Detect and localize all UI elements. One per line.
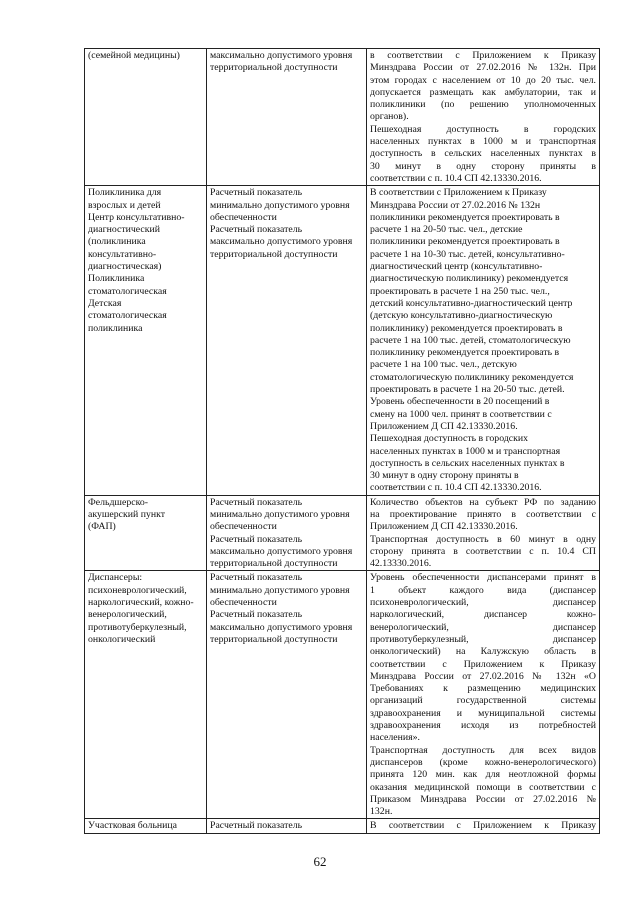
- indicator-line: Расчетный показатель: [210, 572, 303, 584]
- justification-line: онкологический) на Калужскую область в: [370, 646, 596, 658]
- justification-line: диагностический центр (консультативно-: [370, 261, 543, 273]
- justification-line: Минздрава России от 27.02.2016 № 132н «О: [370, 670, 596, 682]
- table-body: [85, 49, 600, 834]
- facility-line: Поликлиника для: [88, 187, 162, 199]
- justification-line: 42.13330.2016.: [370, 558, 432, 570]
- table-row: [85, 571, 600, 819]
- indicator-line: Расчетный показатель: [210, 609, 303, 621]
- justification-line: населенных пунктах в 1000 м и транспортная: [370, 136, 596, 148]
- justification-line: на проектирование принято в соответствии с: [370, 508, 596, 520]
- justification-line: этом городах с населением от 10 до 20 тыс. чел.: [370, 74, 596, 86]
- justification-line: Минздрава России от 27.02.2016 № 132н. При: [370, 62, 596, 74]
- indicator-line: максимально допустимого уровня: [210, 50, 353, 61]
- indicator-line: минимально допустимого уровня: [210, 508, 350, 520]
- facility-line: консультативно-: [88, 248, 157, 260]
- facility-line: Участковая больница: [88, 820, 177, 832]
- justification-line: расчете 1 на 20-50 тыс. чел., детские: [370, 224, 523, 236]
- justification-line: проектировать в расчете 1 на 20-50 тыс. детей.: [370, 384, 565, 396]
- justification-line: психоневрологический, диспансер: [370, 597, 596, 609]
- indicator-cell: [207, 819, 367, 833]
- justification-line: поликлинику рекомендуется проектировать в: [370, 347, 560, 359]
- facility-line: онкологический: [88, 633, 156, 645]
- page-number: 62: [313, 854, 327, 869]
- justification-line: поликлинику) рекомендуется проектировать в: [370, 322, 563, 334]
- justification-line: соответствии с Приложением к Приказу: [370, 658, 596, 670]
- justification-line: 1 объект каждого вида (диспансер: [370, 584, 596, 596]
- justification-line: органов).: [370, 111, 409, 123]
- justification-line: Приложением Д СП 42.13330.2016.: [370, 521, 518, 533]
- facility-line: диагностический: [88, 224, 160, 236]
- justification-line: здравоохранения исходя из потребностей: [370, 720, 596, 732]
- facility-line: стоматологическая: [88, 310, 167, 322]
- justification-line: доступность в сельских населенных пунктах в: [370, 148, 596, 160]
- facility-line: психоневрологический,: [88, 584, 187, 596]
- table-row: [85, 819, 600, 833]
- justification-line: (детскую консультативно-диагностическую: [370, 310, 553, 322]
- indicator-line: территориальной доступности: [210, 558, 338, 570]
- justification-line: проектировать в расчете 1 на 250 тыс. чел.,: [370, 285, 550, 297]
- justification-line: диспансеров (кроме кожно-венерологического): [370, 756, 596, 768]
- indicator-line: Расчетный показатель: [210, 496, 303, 508]
- justification-line: расчете 1 на 100 тыс. детей, стоматологическую: [370, 334, 571, 346]
- justification-line: 30 минут в одну сторону приняты в: [370, 470, 519, 482]
- indicator-line: максимально допустимого уровня: [210, 236, 353, 248]
- justification-line: населения».: [370, 732, 420, 744]
- justification-line: смену на 1000 чел. принят в соответствии с: [370, 408, 552, 420]
- facility-line: взрослых и детей: [88, 199, 161, 211]
- facility-cell: [85, 571, 207, 819]
- justification-line: Транспортная доступность в 60 минут в одну: [370, 533, 596, 545]
- justification-line: 30 минут в одну сторону приняты в: [370, 160, 596, 172]
- justification-line: В соответствии с Приложением к Приказу: [370, 187, 547, 199]
- indicator-line: Расчетный показатель: [210, 224, 303, 236]
- indicator-line: обеспеченности: [210, 211, 277, 223]
- facility-line: венерологический,: [88, 609, 167, 621]
- indicator-line: минимально допустимого уровня: [210, 584, 350, 596]
- indicator-cell: [207, 186, 367, 495]
- justification-line: Требованиях к размещению медицинских: [370, 683, 596, 695]
- requirements-table: [84, 48, 600, 834]
- facility-cell: [85, 495, 207, 571]
- justification-line: Приказом Минздрава России от 27.02.2016 №: [370, 793, 596, 805]
- justification-line: здравоохранения и муниципальной системы: [370, 707, 596, 719]
- justification-line: венерологический, диспансер: [370, 621, 596, 633]
- table-row: [85, 495, 600, 571]
- facility-line: акушерский пункт: [88, 508, 165, 520]
- facility-cell: [85, 819, 207, 833]
- indicator-line: Расчетный показатель: [210, 533, 303, 545]
- justification-line: сторону принята в соответствии с п. 10.4 СП: [370, 545, 596, 557]
- facility-line: Фельдшерско-: [88, 496, 148, 508]
- justification-cell: [367, 186, 600, 495]
- justification-line: поликлиники рекомендуется проектировать в: [370, 211, 560, 223]
- indicator-line: Расчетный показатель: [210, 187, 303, 199]
- justification-line: Приложением Д СП 42.13330.2016.: [370, 420, 518, 432]
- indicator-line: обеспеченности: [210, 597, 277, 609]
- justification-line: диагностическую поликлинику) рекомендуется: [370, 273, 569, 285]
- facility-line: стоматологическая: [88, 285, 167, 297]
- facility-line: противотуберкулезный,: [88, 621, 187, 633]
- justification-line: поликлиники рекомендуется проектировать в: [370, 236, 560, 248]
- facility-line: Центр консультативно-: [88, 211, 185, 223]
- justification-line: населенных пунктах в 1000 м и транспортная: [370, 445, 561, 457]
- indicator-line: обеспеченности: [210, 521, 277, 533]
- table-row: [85, 49, 600, 186]
- justification-line: соответствии с п. 10.4 СП 42.13330.2016.: [370, 172, 542, 184]
- facility-line: поликлиника: [88, 322, 143, 334]
- indicator-line: максимально допустимого уровня: [210, 621, 353, 633]
- justification-cell: [367, 819, 600, 833]
- indicator-line: территориальной доступности: [210, 633, 338, 645]
- facility-line: наркологический, кожно-: [88, 597, 194, 609]
- indicator-line: территориальной доступности: [210, 248, 338, 260]
- table-row: [85, 186, 600, 495]
- justification-line: стоматологическую поликлинику рекомендуется: [370, 371, 574, 383]
- justification-line: Уровень обеспеченности в 20 посещений в: [370, 396, 550, 408]
- justification-line: Пешеходная доступность в городских: [370, 433, 529, 445]
- facility-line: Диспансеры:: [88, 572, 143, 584]
- indicator-line: максимально допустимого уровня: [210, 545, 353, 557]
- justification-line: В соответствии с Приложением к Приказу: [370, 820, 596, 832]
- facility-cell: [85, 49, 207, 186]
- justification-line: наркологический, диспансер кожно-: [370, 609, 596, 621]
- facility-line: (ФАП): [88, 521, 116, 533]
- indicator-cell: [207, 49, 367, 186]
- justification-cell: [367, 571, 600, 819]
- justification-line: расчете 1 на 100 тыс. чел., детскую: [370, 359, 517, 371]
- facility-line: Детская: [88, 297, 122, 309]
- justification-line: противотуберкулезный, диспансер: [370, 633, 596, 645]
- indicator-line: территориальной доступности: [210, 62, 338, 74]
- indicator-line: Расчетный показатель: [210, 820, 303, 832]
- justification-line: в соответствии с Приложением к Приказу: [370, 50, 596, 61]
- justification-line: расчете 1 на 10-30 тыс. детей, консультативно-: [370, 248, 565, 260]
- facility-cell: [85, 186, 207, 495]
- indicator-cell: [207, 495, 367, 571]
- justification-line: принята 120 мин. как для неотложной формы: [370, 769, 596, 781]
- justification-line: Пешеходная доступность в городских: [370, 123, 596, 135]
- justification-line: детский консультативно-диагностический центр: [370, 297, 573, 309]
- facility-line: (поликлиника: [88, 236, 146, 248]
- justification-line: доступность в сельских населенных пунктах в: [370, 457, 565, 469]
- facility-line: (семейной медицины): [88, 50, 180, 61]
- justification-line: допускается размещать как амбулатории, так и: [370, 86, 596, 98]
- justification-cell: [367, 495, 600, 571]
- indicator-cell: [207, 571, 367, 819]
- facility-line: Поликлиника: [88, 273, 145, 285]
- facility-line: диагностическая): [88, 261, 162, 273]
- justification-cell: [367, 49, 600, 186]
- justification-line: организаций государственной системы: [370, 695, 596, 707]
- justification-line: Транспортная доступность для всех видов: [370, 744, 596, 756]
- justification-line: Минздрава России от 27.02.2016 № 132н: [370, 199, 541, 211]
- justification-line: соответствии с п. 10.4 СП 42.13330.2016.: [370, 482, 542, 494]
- justification-line: Количество объектов на субъект РФ по заданию: [370, 496, 596, 508]
- justification-line: оказания медицинской помощи в соответствии с: [370, 781, 596, 793]
- justification-line: 132н.: [370, 806, 393, 818]
- justification-line: поликлиники (по решению уполномоченных: [370, 99, 596, 111]
- justification-line: Уровень обеспеченности диспансерами принят в: [370, 572, 596, 584]
- indicator-line: минимально допустимого уровня: [210, 199, 350, 211]
